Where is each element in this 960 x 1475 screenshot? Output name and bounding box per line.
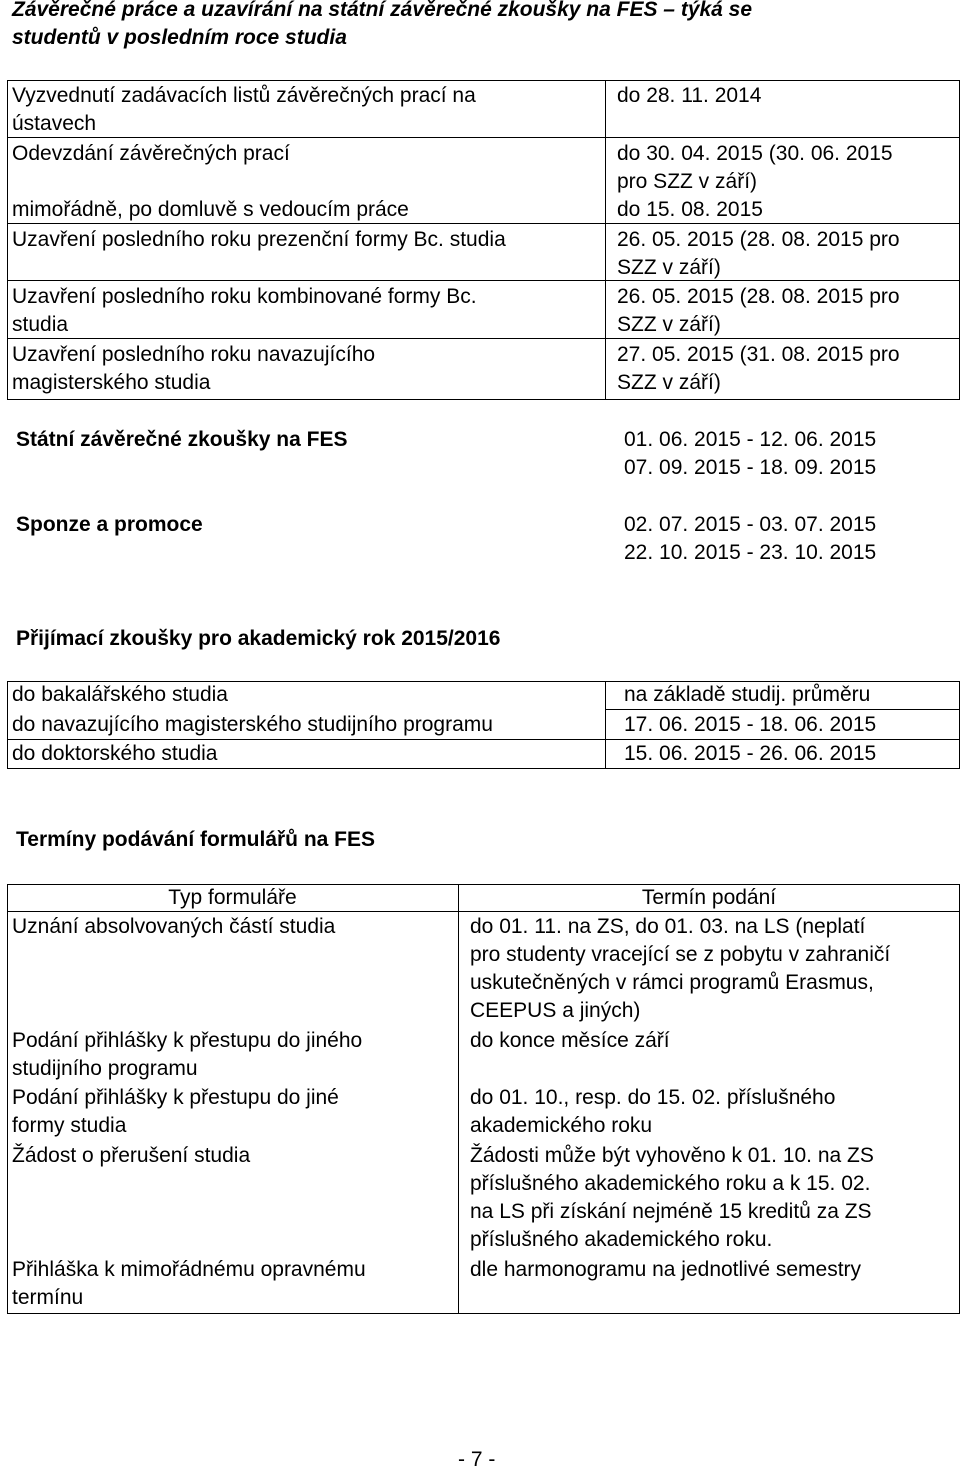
table-row-value: 27. 05. 2015 (31. 08. 2015 pro (617, 343, 900, 366)
page-title-line1: Závěrečné práce a uzavírání na státní závěrečné zkoušky na FES – týká se (12, 0, 753, 21)
table-row-label: do doktorského studia (12, 742, 218, 765)
szz-date: 07. 09. 2015 - 18. 09. 2015 (624, 456, 877, 479)
table-row-value: pro studenty vracející se z pobytu v zahraničí (470, 943, 891, 966)
col-header-deadline: Termín podání (641, 886, 777, 909)
table-row-value: 15. 06. 2015 - 26. 06. 2015 (624, 742, 877, 765)
table-row-label: Podání přihlášky k přestupu do jiného (12, 1029, 363, 1052)
table-row-value: pro SZZ v září) (617, 170, 758, 193)
table-row-value: příslušného akademického roku. (470, 1228, 773, 1251)
table-row-value: dle harmonogramu na jednotlivé semestry (470, 1258, 862, 1281)
table-row-value: 26. 05. 2015 (28. 08. 2015 pro (617, 228, 900, 251)
forms-heading: Termíny podávání formulářů na FES (16, 828, 376, 851)
table-row-value: uskutečněných v rámci programů Erasmus, (470, 971, 874, 994)
page-title-line2: studentů v posledním roce studia (12, 26, 347, 49)
table-row-label: studijního programu (12, 1057, 198, 1080)
table-row-label: magisterského studia (12, 371, 211, 394)
sponze-date: 02. 07. 2015 - 03. 07. 2015 (624, 513, 877, 536)
table-row-label: do bakalářského studia (12, 683, 228, 706)
table-row-label: Odevzdání závěrečných prací (12, 142, 290, 165)
table-row-label: Uzavření posledního roku prezenční formy Bc. studia (12, 228, 506, 251)
table-row-label: studia (12, 313, 69, 336)
table-row-value: do 15. 08. 2015 (617, 198, 763, 221)
table-row-value: SZZ v září) (617, 256, 721, 279)
table-row-value: SZZ v září) (617, 313, 721, 336)
table-row-value: příslušného akademického roku a k 15. 02. (470, 1172, 871, 1195)
table-row-label: Podání přihlášky k přestupu do jiné (12, 1086, 339, 1109)
table-row-value: na základě studij. průměru (624, 683, 871, 706)
table-row-value: SZZ v září) (617, 371, 721, 394)
table-row-value: akademického roku (470, 1114, 653, 1137)
table-row-value: do 30. 04. 2015 (30. 06. 2015 (617, 142, 893, 165)
sponze-date: 22. 10. 2015 - 23. 10. 2015 (624, 541, 877, 564)
table-row-value: do 28. 11. 2014 (617, 84, 762, 107)
szz-label: Státní závěrečné zkoušky na FES (16, 428, 348, 451)
table-row-label: Uznání absolvovaných částí studia (12, 915, 336, 938)
table-row-label: do navazujícího magisterského studijního programu (12, 713, 493, 736)
table-row-label: mimořádně, po domluvě s vedoucím práce (12, 198, 409, 221)
admissions-heading: Přijímací zkoušky pro akademický rok 2015/2016 (16, 627, 501, 650)
szz-date: 01. 06. 2015 - 12. 06. 2015 (624, 428, 877, 451)
table-row-label: Uzavření posledního roku navazujícího (12, 343, 376, 366)
table-row-label: Přihláška k mimořádnému opravnému (12, 1258, 366, 1281)
page-number: - 7 - (458, 1448, 496, 1471)
table-row-value: do 01. 10., resp. do 15. 02. příslušného (470, 1086, 836, 1109)
table-row-value: 26. 05. 2015 (28. 08. 2015 pro (617, 285, 900, 308)
table-row-value: Žádosti může být vyhověno k 01. 10. na ZS (470, 1144, 874, 1167)
sponze-label: Sponze a promoce (16, 513, 203, 536)
table-row-label: Vyzvednutí zadávacích listů závěrečných prací na (12, 84, 476, 107)
table-row-label: Žádost o přerušení studia (12, 1144, 251, 1167)
table-row-value: do konce měsíce září (470, 1029, 670, 1052)
table-row-label: termínu (12, 1286, 84, 1309)
table-row-value: na LS při získání nejméně 15 kreditů za ZS (470, 1200, 872, 1223)
table-row-value: CEEPUS a jiných) (470, 999, 641, 1022)
table-row-label: ústavech (12, 112, 97, 135)
table-row-label: Uzavření posledního roku kombinované formy Bc. (12, 285, 477, 308)
col-header-type: Typ formuláře (168, 886, 297, 909)
table-row-label: formy studia (12, 1114, 127, 1137)
table-row-value: do 01. 11. na ZS, do 01. 03. na LS (neplatí (470, 915, 866, 938)
table-row-value: 17. 06. 2015 - 18. 06. 2015 (624, 713, 877, 736)
